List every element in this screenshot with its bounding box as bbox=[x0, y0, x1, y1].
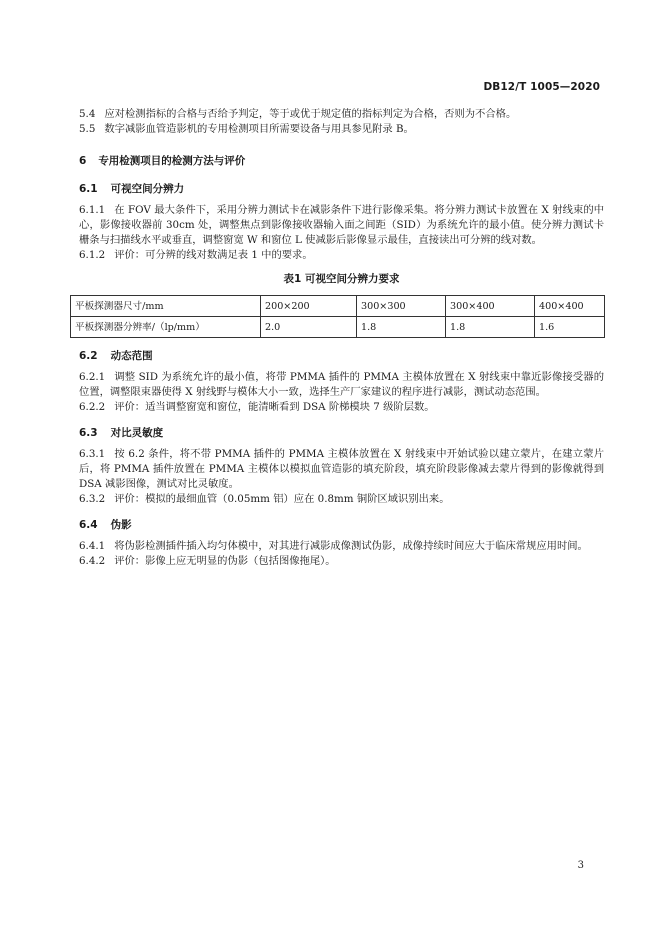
table-cell: 200×200 bbox=[261, 296, 357, 317]
subsection-number: 6.1 bbox=[79, 183, 98, 195]
clause-text: 评价：可分辨的线对数满足表 1 中的要求。 bbox=[114, 249, 313, 261]
clause-text: 应对检测指标的合格与否给予判定，等于或优于规定值的指标判定为合格，否则为不合格。 bbox=[104, 108, 517, 120]
clause-6-3-2 bbox=[79, 492, 604, 507]
page-number: 3 bbox=[577, 860, 584, 871]
subsection-title: 动态范围 bbox=[110, 350, 153, 362]
clause-number: 6.2.2 bbox=[79, 401, 106, 413]
table-cell: 2.0 bbox=[261, 317, 357, 338]
clause-text: 在 FOV 最大条件下，采用分辨力测试卡在减影条件下进行影像采集。将分辨力测试卡放置在 X 射线束的中心，影像接收器前 30cm 处，调整焦点到影像接收器输入面之间距（SID）为系统允许的最小值。使分辨力测试卡栅条与扫描线水平或垂直，调整窗宽 W 和窗位 L 使减影后影像显示最佳，直接读出可分辨的线对数。 bbox=[79, 204, 604, 246]
subsection-number: 6.2 bbox=[79, 350, 98, 362]
table-row bbox=[71, 317, 605, 338]
section-number: 6 bbox=[79, 155, 87, 167]
clause-6-2-2 bbox=[79, 400, 604, 415]
document-code: DB12/T 1005—2020 bbox=[483, 81, 600, 93]
clause-5-5 bbox=[79, 122, 604, 137]
table-cell: 400×400 bbox=[535, 296, 605, 317]
table-caption: 表1 可视空间分辨力要求 bbox=[283, 273, 400, 285]
clause-number: 6.2.1 bbox=[79, 371, 106, 383]
section-heading-6 bbox=[79, 154, 604, 169]
clause-number: 6.4.2 bbox=[79, 555, 106, 567]
subsection-title: 可视空间分辨力 bbox=[110, 183, 185, 195]
clause-number: 6.1.1 bbox=[79, 204, 106, 216]
table-cell: 平板探测器分辨率/（lp/mm） bbox=[71, 317, 261, 338]
subsection-number: 6.3 bbox=[79, 427, 98, 439]
clause-number: 6.3.1 bbox=[79, 448, 106, 460]
clause-text: 评价：模拟的最细血管（0.05mm 铝）应在 0.8mm 铜阶区域识别出来。 bbox=[114, 493, 450, 505]
table-cell: 300×400 bbox=[446, 296, 535, 317]
clause-text: 评价：影像上应无明显的伪影（包括图像拖尾）。 bbox=[114, 555, 336, 567]
clause-6-2-1 bbox=[79, 370, 604, 400]
subsection-heading-6-1 bbox=[79, 182, 604, 197]
subsection-heading-6-2 bbox=[79, 349, 604, 364]
clause-text: 按 6.2 条件，将不带 PMMA 插件的 PMMA 主模体放置在 X 射线束中开始试验以建立蒙片，在建立蒙片后，将 PMMA 插件放置在 PMMA 主模体以模拟血管造影的填充阶段，填充阶段影像减去蒙片得到的影像就得到 DSA 减影图像，测试对比灵敏度。 bbox=[79, 448, 604, 490]
clause-number: 5.5 bbox=[79, 123, 96, 135]
subsection-heading-6-4 bbox=[79, 518, 604, 533]
clause-6-1-2 bbox=[79, 248, 604, 263]
table-cell: 1.8 bbox=[357, 317, 446, 338]
table-cell: 平板探测器尺寸/mm bbox=[71, 296, 261, 317]
clause-5-4 bbox=[79, 107, 604, 122]
table-row bbox=[71, 296, 605, 317]
resolution-requirements-table bbox=[70, 295, 605, 338]
subsection-number: 6.4 bbox=[79, 519, 98, 531]
subsection-title: 对比灵敏度 bbox=[110, 427, 164, 439]
subsection-title: 伪影 bbox=[110, 519, 132, 531]
table-cell: 1.6 bbox=[535, 317, 605, 338]
document-body bbox=[75, 107, 604, 569]
clause-6-1-1 bbox=[79, 203, 604, 248]
clause-text: 调整 SID 为系统允许的最小值，将带 PMMA 插件的 PMMA 主模体放置在 X 射线束中靠近影像接受器的位置，调整限束器使得 X 射线野与模体大小一致，选择生产厂家建议的程序进行减影，测试动态范围。 bbox=[79, 371, 604, 398]
table-cell: 1.8 bbox=[446, 317, 535, 338]
clause-text: 评价：适当调整窗宽和窗位，能清晰看到 DSA 阶梯模块 7 级阶层数。 bbox=[114, 401, 435, 413]
clause-number: 6.3.2 bbox=[79, 493, 106, 505]
clause-text: 数字减影血管造影机的专用检测项目所需要设备与用具参见附录 B。 bbox=[104, 123, 414, 135]
subsection-heading-6-3 bbox=[79, 426, 604, 441]
clause-6-3-1 bbox=[79, 447, 604, 492]
clause-number: 5.4 bbox=[79, 108, 96, 120]
clause-number: 6.4.1 bbox=[79, 540, 106, 552]
clause-number: 6.1.2 bbox=[79, 249, 106, 261]
clause-6-4-2 bbox=[79, 554, 604, 569]
clause-6-4-1 bbox=[79, 539, 604, 554]
section-title: 专用检测项目的检测方法与评价 bbox=[98, 155, 246, 167]
clause-text: 将伪影检测插件插入均匀体模中，对其进行减影成像测试伪影，成像持续时间应大于临床常规应用时间。 bbox=[114, 540, 588, 552]
table-cell: 300×300 bbox=[357, 296, 446, 317]
